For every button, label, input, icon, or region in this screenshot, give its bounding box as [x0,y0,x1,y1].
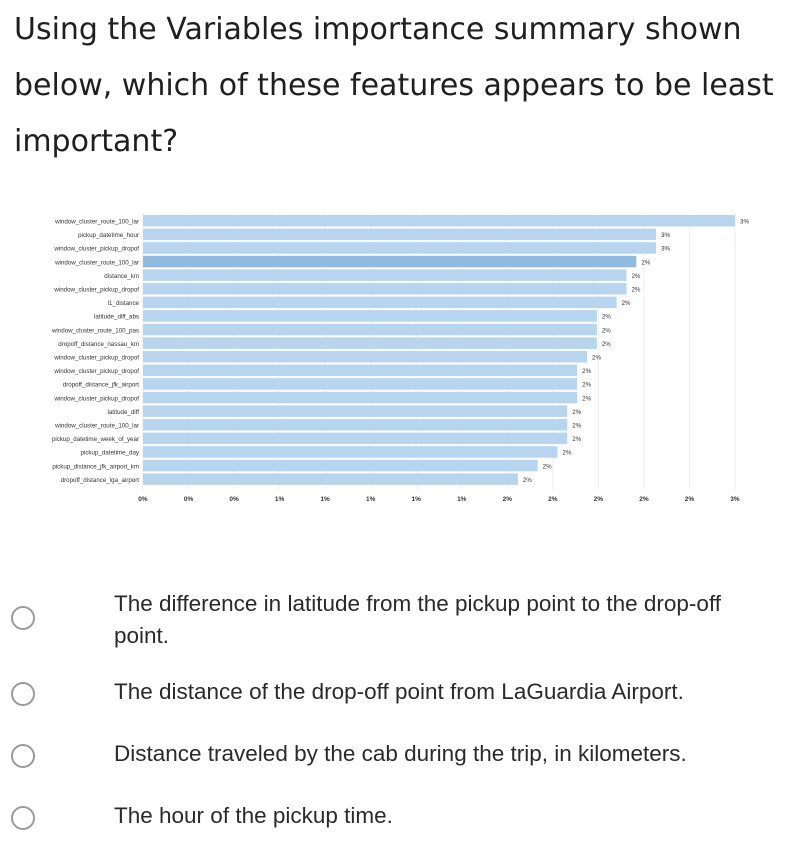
data-label: 2% [582,368,592,376]
bar [143,365,577,377]
data-label: 2% [641,259,651,267]
category-label: window_cluster_route_100_pas [51,327,139,335]
category-label: distance_km [104,272,139,280]
radio-button-icon[interactable] [11,806,35,830]
answer-option-text: The difference in latitude from the pickup point to the drop-off point. [114,591,722,648]
category-label: pickup_distance_jfk_airport_km [52,463,139,471]
question-text: Using the Variables importance summary shown below, which of these features appears to be least important? [14,12,774,159]
data-label: 2% [522,476,532,484]
data-label: 2% [631,272,641,280]
data-label: 2% [562,449,572,457]
category-label: dropoff_distance_lga_airport [60,476,139,484]
answer-option-text: Distance traveled by the cab during the trip, in kilometers. [114,741,687,766]
data-label: 2% [582,395,592,403]
x-tick-label: 2% [502,496,513,503]
bar [143,297,617,309]
category-label: window_cluster_pickup_dropof [54,395,139,403]
data-label: 2% [601,313,611,321]
bar [143,419,567,431]
bar [143,378,577,390]
category-label: window_cluster_pickup_dropof [54,354,139,362]
data-label: 3% [661,232,671,240]
variable-importance-chart [0,205,798,525]
bar [143,460,538,472]
x-tick-label: 1% [411,496,421,503]
x-tick-label: 2% [593,496,604,503]
data-label: 3% [740,218,749,226]
data-label: 2% [631,286,641,294]
category-label: dropoff_distance_nassau_km [58,340,139,348]
category-label: latitude_diff [107,408,139,416]
bar [143,433,567,445]
x-tick-label: 1% [365,496,376,503]
data-label: 2% [572,408,582,416]
radio-button-icon[interactable] [11,606,35,630]
x-tick-label: 3% [730,496,740,503]
data-label: 2% [601,327,611,335]
radio-button-icon[interactable] [11,744,35,768]
bar [143,256,636,267]
chart-svg [0,205,798,525]
bar [143,473,518,485]
data-label: 2% [621,300,631,308]
data-label: 2% [601,340,611,348]
data-label: 2% [542,463,552,471]
category-label: window_cluster_pickup_dropof [54,368,139,376]
category-label: pickup_datetime_day [80,449,139,457]
category-label: window_cluster_pickup_dropof [54,245,139,253]
data-label: 3% [661,245,671,253]
category-label: window_cluster_route_100_lar [55,259,139,267]
bar [143,446,557,458]
answer-option-text: The hour of the pickup time. [114,803,393,828]
bar [143,337,597,349]
bar [143,215,735,227]
answer-option-text: The distance of the drop-off point from LaGuardia Airport. [114,679,684,704]
radio-button-icon[interactable] [11,682,35,706]
category-label: window_cluster_route_100_lar [55,218,139,226]
x-tick-label: 0% [183,496,194,503]
data-label: 2% [572,436,582,444]
category-label: latitude_diff_abs [94,313,139,321]
bar [143,405,567,417]
bar [143,324,597,336]
bar [143,269,626,281]
x-tick-label: 0% [229,496,239,503]
bar [143,310,597,322]
x-tick-label: 2% [548,496,558,503]
bar [143,283,626,295]
category-label: window_cluster_route_100_lar [55,422,139,430]
category-label: pickup_datetime_week_of_year [51,436,139,444]
bar [143,242,656,254]
category-label: l1_distance [107,300,139,308]
bar [143,392,577,404]
bar [143,229,656,241]
data-label: 2% [572,422,582,430]
x-tick-label: 0% [138,496,148,503]
x-tick-label: 1% [320,496,330,503]
x-tick-label: 1% [274,496,285,503]
data-label: 2% [582,381,592,389]
bar [143,351,587,363]
x-tick-label: 2% [684,496,695,503]
data-label: 2% [592,354,601,362]
x-tick-label: 1% [457,496,467,503]
category-label: window_cluster_pickup_dropof [54,286,139,294]
category-label: dropoff_distance_jfk_airport [62,381,139,389]
x-tick-label: 2% [639,496,649,503]
category-label: pickup_datetime_hour [78,232,139,240]
